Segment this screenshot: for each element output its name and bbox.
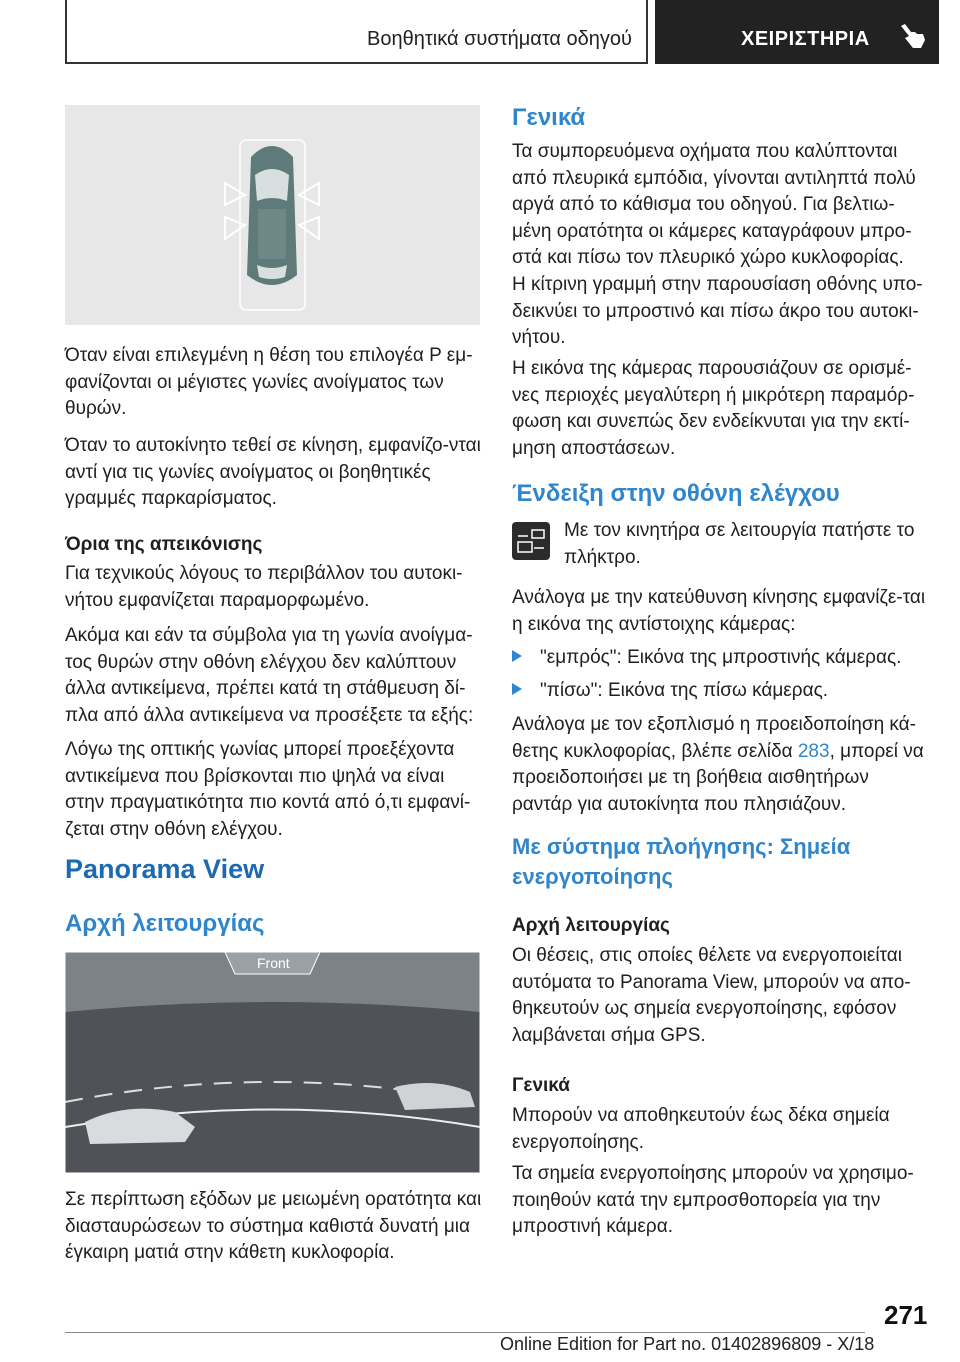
paragraph-activation-points: Οι θέσεις, στις οποίες θέλετε να ενεργοποιείται αυτόματα το Panorama View, μπορούν να απο-θηκευτούν ως σημεία ενεργοποίησης, εφόσον λαμβάνεται σήμα GPS. — [512, 945, 911, 1046]
front-camera-label: Front — [257, 955, 290, 971]
hand-pointer-icon — [895, 22, 929, 52]
panorama-view-illustration — [65, 952, 480, 1173]
subheading-general: Γενικά — [512, 1075, 570, 1096]
footer-edition: Online Edition for Part no. 01402896809 - X/18 — [500, 1334, 875, 1354]
paragraph-distortion: Για τεχνικούς λόγους το περιβάλλον του αυτοκι-νήτου εμφανίζεται παραμορφωμένο. — [65, 563, 463, 611]
paragraph-ten-points: Μπορούν να αποθηκευτούν έως δέκα σημεία ενεργοποίησης. — [512, 1105, 890, 1153]
heading-general: Γενικά — [512, 104, 586, 131]
header-tab[interactable] — [655, 0, 939, 64]
paragraph-door-angles: Όταν είναι επιλεγμένη η θέση του επιλογέα P εμ-φανίζονται οι μέγιστες γωνίες ανοίγματος των θυρών. — [65, 345, 473, 419]
paragraph-direction: Ανάλογα με την κατεύθυνση κίνησης εμφανίζε-ται η εικόνα της αντίστοιχης κάμερας: — [512, 587, 926, 635]
paragraph-viewing-angle: Λόγω της οπτικής γωνίας μπορεί προεξέχοντα αντικείμενα που βρίσκονται πιο ψηλά να είναι στην πραγματικότητα πιο κοντά από ό,τι εμφανί-ζεται στην οθόνη ελέγχου. — [65, 739, 471, 840]
bullet-rear-text: "πίσω": Εικόνα της πίσω κάμερας. — [540, 680, 829, 701]
heading-navigation-points — [512, 832, 930, 892]
heading-panorama-view: Panorama View — [65, 854, 265, 884]
heading-navigation-line1: Με σύστημα πλοήγησης: Σημεία — [512, 834, 851, 859]
header-section — [65, 0, 648, 64]
paragraph-parking-lines: Όταν το αυτοκίνητο τεθεί σε κίνηση, εμφανίζο-νται αντί για τις γωνίες ανοίγματος οι βοηθητικές γραμμές παρκαρίσματος. — [65, 435, 481, 509]
footer-divider — [65, 1332, 865, 1333]
bullet-front — [512, 645, 930, 672]
heading-control-display: Ένδειξη στην οθόνη ελέγχου — [512, 480, 840, 507]
subheading-principle: Αρχή λειτουργίας — [512, 915, 670, 936]
paragraph-camera-distortion: Η εικόνα της κάμερας παρουσιάζουν σε ορισμέ-νες περιοχές μεγαλύτερη ή μικρότερη παραμόρ-φωση και συνεπώς δεν ενδείκνυται για την εκτί-μηση αποστάσεων. — [512, 358, 915, 459]
bullet-front-text: "εμπρός": Εικόνα της μπροστινής κάμερας. — [540, 647, 902, 668]
bullet-triangle-icon — [512, 650, 522, 662]
warning-text-a: Ανάλογα με τον εξοπλισμό η προειδοποίηση κά-θετης κυκλοφορίας, βλέπε σελίδα — [512, 714, 916, 762]
bullet-triangle-icon — [512, 683, 522, 695]
paragraph-door-symbols: Ακόμα και εάν τα σύμβολα για τη γωνία ανοίγμα-τος θυρών στην οθόνη ελέγχου δεν καλύπτουν άλλα αντικείμενα, πρέπει κατά τη στάθμευση δί-πλα από άλλα αντικείμενα να προσέξετε τα εξής: — [65, 625, 474, 726]
heading-navigation-line2: ενεργοποίησης — [512, 864, 673, 889]
bullet-rear — [512, 678, 930, 705]
warning-text-b: , μπορεί να προειδοποιήσει με τη βοήθεια αισθητήρων ραντάρ για αυτοκίνητα που πλησιάζουν. — [512, 740, 924, 815]
paragraph-cross-traffic: Σε περίπτωση εξόδων με μειωμένη ορατότητα και διασταυρώσεων το σύστημα καθιστά δυνατή μια έγκαιρη ματιά στην κάθετη κυκλοφορία. — [65, 1189, 482, 1263]
page-link-283[interactable]: 283 — [797, 740, 830, 762]
heading-principle: Αρχή λειτουργίας — [65, 910, 265, 937]
tab-label: ΧΕΙΡΙΣΤΗΡΙΑ — [741, 28, 870, 50]
paragraph-forward-use: Τα σημεία ενεργοποίησης μπορούν να χρησιμο-ποιηθούν κατά την εμπροσθοπορεία για την μπροστινή κάμερα. — [512, 1163, 914, 1237]
section-title: Βοηθητικά συστήματα οδηγού — [367, 28, 632, 50]
page-number: 271 — [884, 1300, 928, 1330]
camera-button-icon — [512, 522, 550, 560]
subheading-display-limits: Όρια της απεικόνισης — [65, 534, 263, 555]
door-angle-illustration — [65, 105, 480, 325]
paragraph-cross-traffic-warning — [512, 712, 930, 818]
paragraph-yellow-line: Η κίτρινη γραμμή στην παρουσίαση οθόνης υπο-δεικνύει το μπροστινό και πίσω άκρο του αυτοκι-νήτου. — [512, 274, 923, 348]
paragraph-side-obstacles: Τα συμπορευόμενα οχήματα που καλύπτονται από πλευρικά εμπόδια, γίνονται αντιληπτά πολύ αργά από το κάθισμα του οδηγού. Για βελτιω-μένη ορατότητα οι κάμερες καταγράφουν μπρο-στά και πίσω τον πλευρικό χώρο κυκλοφορίας. — [512, 141, 916, 268]
paragraph-press-button: Με τον κινητήρα σε λειτουργία πατήστε το πλήκτρο. — [564, 520, 915, 568]
